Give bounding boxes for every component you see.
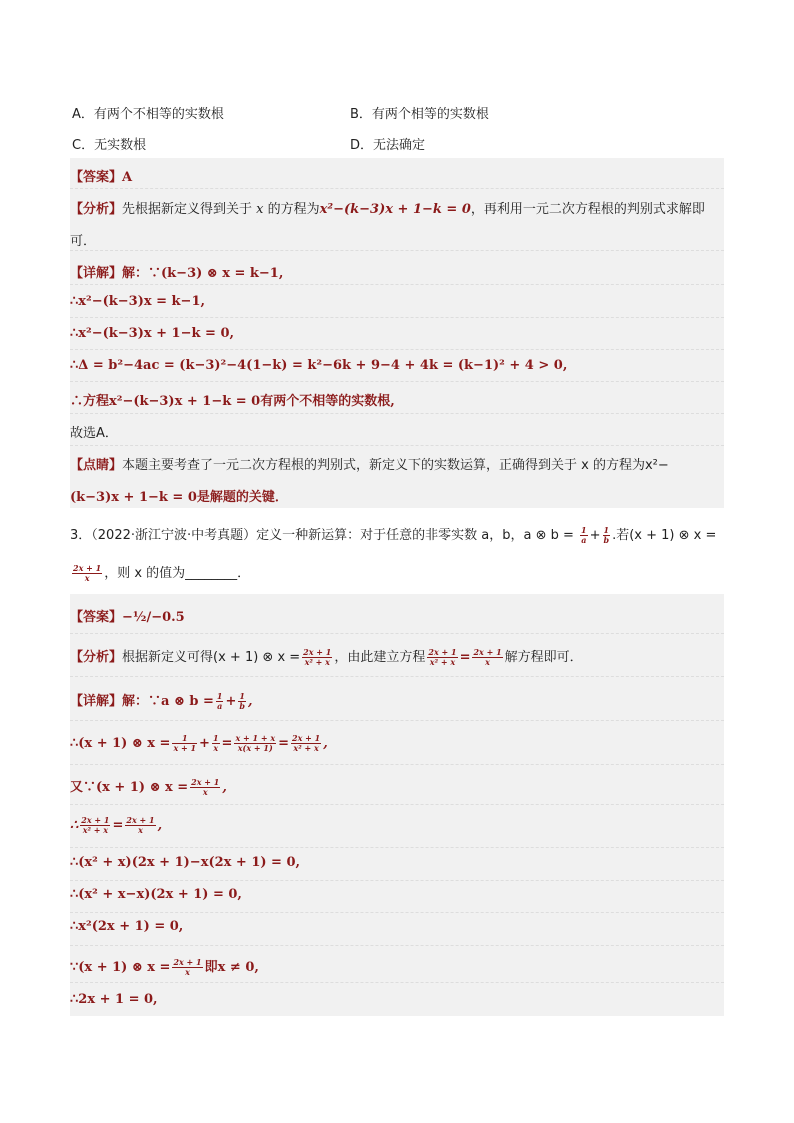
comment-cont: (k−3)x + 1−k = 0是解题的关键． [70, 490, 288, 505]
detail-text: 解：∵(k−3) ⊗ x = k−1, [122, 266, 284, 281]
detail-line-1 [70, 262, 724, 281]
analysis-tag: 【分析】 [70, 202, 123, 217]
detail-tag: 【详解】 [70, 266, 123, 281]
option-c: C．无实数根 [72, 138, 147, 153]
q3-detail-line-8: ∵(x + 1) ⊗ x = $\frac{2x + 1}{x}$ 即x ≠ 0, [70, 957, 259, 977]
comment-tag: 【点睛】 [70, 458, 123, 473]
q3-answer-row [70, 606, 724, 625]
q3-blank: ，则 x 的值为________． [104, 566, 251, 581]
detail-line-3: ∴x²−(k−3)x + 1−k = 0, [70, 326, 235, 341]
detail-line-2: ∴x²−(k−3)x = k−1, [70, 294, 206, 309]
comment-row [70, 454, 724, 473]
q3-answer-tag: 【答案】 [70, 610, 123, 625]
detail-line-5: ∴方程x²−(k−3)x + 1−k = 0有两个不相等的实数根, [70, 394, 395, 409]
analysis-cont: 可． [70, 234, 97, 249]
comment-text: 本题主要考查了一元二次方程根的判别式，新定义下的实数运算，正确得到关于 x 的方程为x²− [122, 458, 669, 473]
detail-line-4: ∴Δ = b²−4ac = (k−3)²−4(1−k) = k²−6k + 9−4 + 4k = (k−1)² + 4 > 0, [70, 358, 568, 373]
q3-detail-line-1: 【详解】解：∵a ⊗ b = $\frac{1}{a}$ + $\frac{1}{b}$ , [70, 691, 253, 711]
q3-answer-value: −½/−0.5 [122, 610, 185, 625]
question-3-stem: 3．（2022·浙江宁波·中考真题）定义一种新运算：对于任意的非零实数 a，b，a ⊗ b = $\frac{1}{a}$ + $\frac{1}{b}$ .若(x + 1) ⊗ x = [70, 525, 717, 545]
analysis-row [70, 198, 724, 217]
analysis-text: 先根据新定义得到关于 [122, 202, 253, 217]
q3-stem-text: 3．（2022·浙江宁波·中考真题）定义一种新运算：对于任意的非零实数 a，b，a ⊗ b = [70, 528, 579, 543]
q3-stem-tail: .若(x + 1) ⊗ x = [612, 528, 717, 543]
answer-tag: 【答案】 [70, 170, 123, 185]
detail-line-6: 故选A． [70, 426, 118, 441]
q3-detail-line-9: ∴2x + 1 = 0, [70, 992, 158, 1007]
answer-row [70, 166, 724, 185]
q3-detail-line-6: ∴(x² + x−x)(2x + 1) = 0, [70, 887, 242, 902]
q3-analysis-row: 【分析】根据新定义可得(x + 1) ⊗ x = $\frac{2x + 1}{\text{x² + x}}$ ，由此建立方程 $\frac{2x + 1}{\text{x² + x}}$ = $\frac{2x + 1}{x}$ 解方程即可． [70, 647, 583, 667]
analysis-text-post: ，再利用一元二次方程根的判别式求解即 [470, 202, 705, 217]
question-3-stem-2 [70, 562, 724, 583]
q3-detail-line-4: ∴ $\frac{2x + 1}{\text{x² + x}}$ = $\frac{2x + 1}{x}$ , [70, 815, 163, 835]
analysis-var: x [256, 202, 264, 217]
option-b: B．有两个相等的实数根 [350, 107, 489, 122]
q3-analysis-tag: 【分析】 [70, 650, 123, 665]
analysis-text-mid: 的方程为 [267, 202, 320, 217]
analysis-equation: x²−(k−3)x + 1−k = 0 [319, 202, 471, 217]
option-a: A．有两个不相等的实数根 [72, 107, 224, 122]
option-d: D．无法确定 [350, 138, 426, 153]
answer-value: A [122, 170, 133, 185]
q3-detail-line-2: ∴(x + 1) ⊗ x = $\frac{1}{x + 1}$ + $\frac{1}{x}$ = $\frac{x + 1 + x}{x(x + 1)}$ = $\frac{2x + 1}{\text{x² + x}}$ , [70, 733, 328, 753]
q3-detail-line-3: 又∵(x + 1) ⊗ x = $\frac{2x + 1}{x}$ , [70, 777, 227, 797]
q3-frac-1b: $\frac{1}{b}$ [603, 525, 610, 545]
q3-detail-tag: 【详解】 [70, 694, 123, 709]
q3-detail-line-7: ∴x²(2x + 1) = 0, [70, 919, 184, 934]
q3-detail-line-5: ∴(x² + x)(2x + 1)−x(2x + 1) = 0, [70, 855, 301, 870]
q3-frac-2x1-over-x: $\frac{2x + 1}{x}$ [73, 563, 102, 583]
q3-frac-1a: $\frac{1}{a}$ [581, 525, 587, 545]
